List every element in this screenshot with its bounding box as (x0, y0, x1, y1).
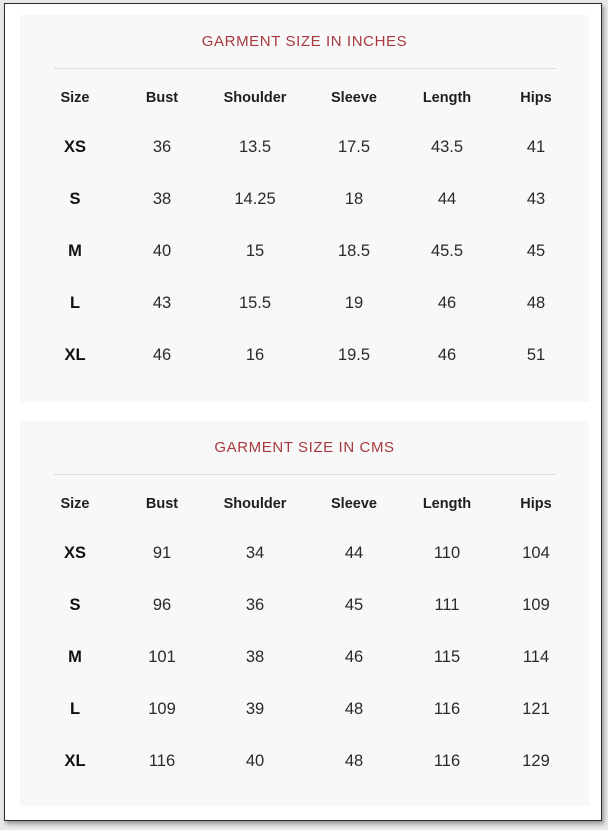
bust-value: 109 (148, 699, 176, 718)
sleeve-value: 44 (344, 543, 364, 562)
table-row (30, 329, 580, 381)
shoulder-value: 15.5 (238, 293, 272, 312)
table-row (30, 173, 580, 225)
table-row (30, 225, 580, 277)
size-label: XL (64, 345, 86, 364)
sleeve-value: 18.5 (337, 241, 371, 260)
sleeve-value: 19 (344, 293, 364, 312)
length-value: 116 (433, 751, 461, 770)
hips-value: 104 (522, 543, 550, 562)
bust-value: 36 (152, 137, 172, 156)
sleeve-value: 46 (344, 647, 364, 666)
size-table-inches (30, 75, 580, 381)
bust-value: 43 (152, 293, 172, 312)
sleeve-value: 48 (344, 751, 364, 770)
length-value: 110 (433, 543, 461, 562)
column-header-length: Length (422, 90, 472, 106)
table-row (30, 631, 580, 683)
table-row (30, 277, 580, 329)
size-label: XS (63, 543, 86, 562)
column-header-length: Length (422, 496, 472, 512)
size-chart-inches-panel (20, 15, 589, 402)
size-chart-cms-panel (20, 421, 589, 806)
column-header-sleeve: Sleeve (331, 496, 377, 512)
size-label: XL (64, 751, 86, 770)
bust-value: 91 (152, 543, 172, 562)
column-header-shoulder: Shoulder (223, 90, 287, 106)
bust-value: 46 (152, 345, 172, 364)
bust-value: 101 (148, 647, 176, 666)
size-label: XS (63, 137, 86, 156)
size-label: S (69, 189, 81, 208)
hips-value: 114 (522, 647, 550, 666)
table-header-row (30, 481, 580, 527)
length-value: 43.5 (430, 137, 464, 156)
bust-value: 40 (152, 241, 172, 260)
bust-value: 96 (152, 595, 172, 614)
length-value: 45.5 (430, 241, 464, 260)
sleeve-value: 48 (344, 699, 364, 718)
length-value: 46 (437, 293, 457, 312)
sleeve-value: 17.5 (337, 137, 371, 156)
size-label: L (69, 293, 81, 312)
length-value: 111 (434, 595, 460, 614)
length-value: 116 (433, 699, 461, 718)
table-row (30, 735, 580, 787)
shoulder-value: 13.5 (238, 137, 272, 156)
hips-value: 48 (526, 293, 546, 312)
size-label: M (68, 241, 82, 260)
hips-value: 43 (526, 189, 546, 208)
table-header-row (30, 75, 580, 121)
shoulder-value: 40 (245, 751, 265, 770)
shoulder-value: 39 (245, 699, 265, 718)
hips-value: 121 (522, 699, 550, 718)
table-row (30, 527, 580, 579)
sleeve-value: 18 (344, 189, 364, 208)
column-header-hips: Hips (520, 496, 552, 512)
column-header-sleeve: Sleeve (331, 90, 377, 106)
column-header-size: Size (60, 90, 90, 106)
table-title-cms: GARMENT SIZE IN CMS (214, 439, 395, 456)
column-header-bust: Bust (145, 90, 179, 106)
bust-value: 116 (148, 751, 176, 770)
hips-value: 41 (526, 137, 546, 156)
sleeve-value: 19.5 (337, 345, 371, 364)
table-row (30, 683, 580, 735)
shoulder-value: 36 (245, 595, 265, 614)
table-row (30, 121, 580, 173)
table-title-inches: GARMENT SIZE IN INCHES (201, 33, 408, 50)
column-header-shoulder: Shoulder (223, 496, 287, 512)
column-header-hips: Hips (520, 90, 552, 106)
shoulder-value: 14.25 (234, 189, 276, 208)
length-value: 46 (437, 345, 457, 364)
shoulder-value: 15 (245, 241, 265, 260)
length-value: 44 (437, 189, 457, 208)
title-divider (55, 474, 555, 475)
length-value: 115 (433, 647, 461, 666)
hips-value: 109 (522, 595, 550, 614)
size-label: L (69, 699, 81, 718)
size-table-cms (30, 481, 580, 787)
column-header-size: Size (60, 496, 90, 512)
shoulder-value: 34 (245, 543, 265, 562)
shoulder-value: 16 (245, 345, 265, 364)
hips-value: 45 (526, 241, 546, 260)
hips-value: 51 (526, 345, 546, 364)
table-row (30, 579, 580, 631)
size-label: M (68, 647, 82, 666)
title-divider (55, 68, 555, 69)
size-label: S (69, 595, 81, 614)
shoulder-value: 38 (245, 647, 265, 666)
sleeve-value: 45 (344, 595, 364, 614)
size-chart-frame (4, 3, 602, 821)
bust-value: 38 (152, 189, 172, 208)
hips-value: 129 (522, 751, 550, 770)
column-header-bust: Bust (145, 496, 179, 512)
